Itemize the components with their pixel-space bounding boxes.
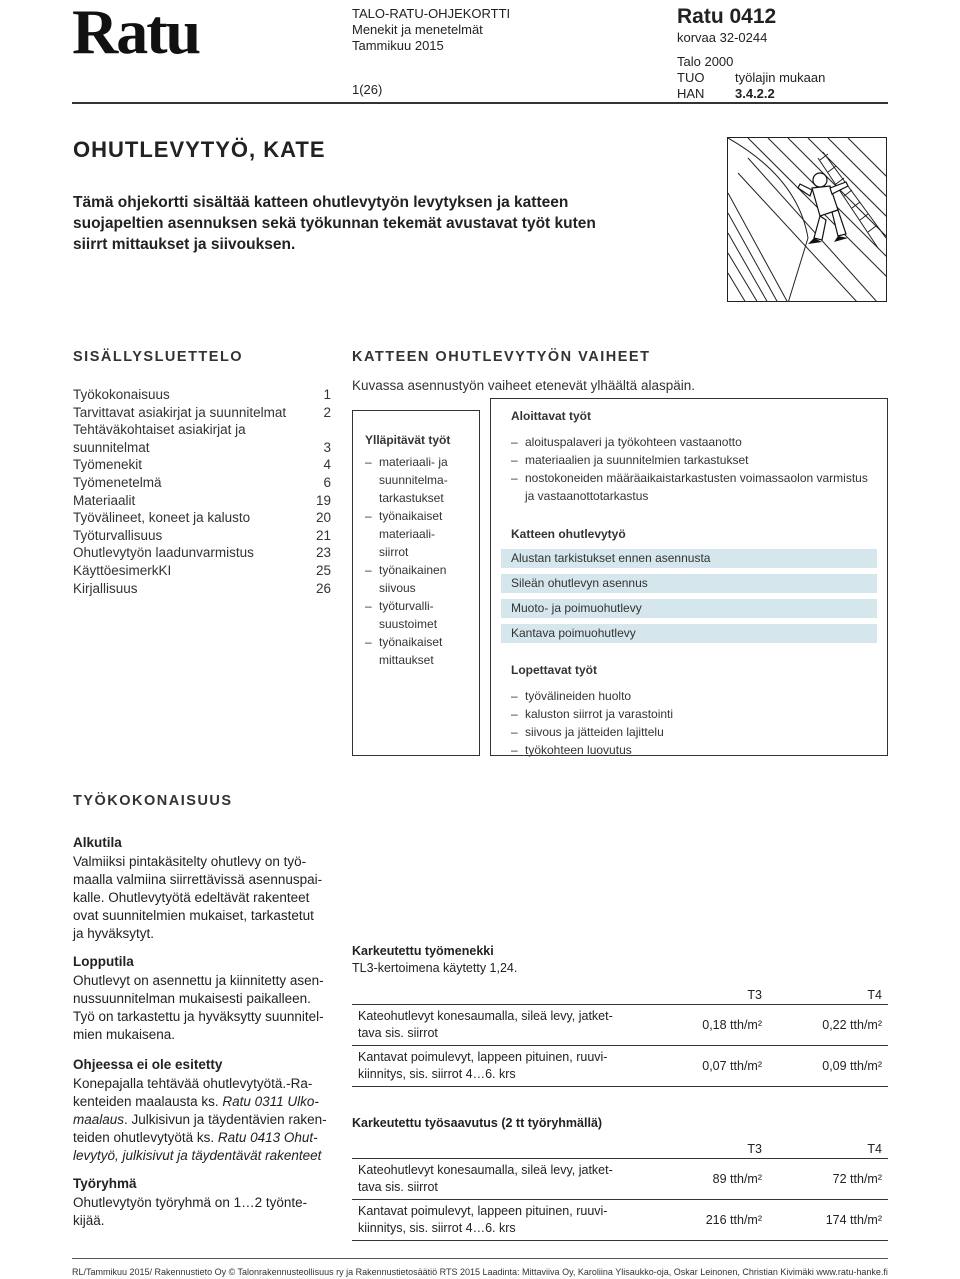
start-tasks-list [511,433,877,505]
list-item: – työnaikainen [365,563,447,577]
page-number: 1(26) [352,82,383,97]
tuo-label: TUO [677,70,705,85]
list-item: siirrot [379,545,409,559]
card-code: Ratu 0412 [677,5,777,28]
work-group-heading: Työryhmä [73,1176,137,1191]
han-value: 3.4.2.2 [735,86,775,101]
main-work-title: Katteen ohutlevytyö [511,527,626,541]
toc-item[interactable]: Materiaalit 19 [73,492,331,508]
list-item: – työnaikaiset [365,635,443,649]
card-subtitle: Menekit ja menetelmät [352,22,483,37]
final-state-section: Lopputila Ohutlevyt on asennettu ja kiinnitetty asen- nussuunnitelman mukaisesti paikalleen. Työ on tarkastettu ja hyväksytty suunnitel- mien mukaisena. [73,953,329,1044]
table-row: Kantavat poimulevyt, lappeen pituinen, ruuvi- kiinnitys, sis. siirrot 4…6. krs 216 tth/m² 174 tth/m² [352,1200,888,1241]
footer-divider [72,1258,888,1259]
not-included-heading: Ohjeessa ei ole esitetty [73,1057,223,1072]
header-code-block [677,4,825,102]
ongoing-tasks-title: Ylläpitävät työt [365,433,451,447]
initial-state-section: Alkutila Valmiiksi pintakäsitelty ohutlevy on työ- maalla valmiina siirrettävissä asennuspai- kalle. Ohutlevytyötä edeltävät rakenteet ovat suunnitelmien mukaiset, tarkastetut ja hyväksytyt. [73,834,329,943]
list-item: – työturvalli- [365,599,434,613]
consumption-table-title: Karkeutettu työmenekki TL3-kertoimena käytetty 1,24. [352,944,518,975]
stages-subtitle: Kuvassa asennustyön vaiheet etenevät ylhäältä alaspäin. [352,378,695,393]
stage-step: Alustan tarkistukset ennen asennusta [501,549,877,568]
stage-step: Muoto- ja poimuohutlevy [501,599,877,618]
start-tasks-title: Aloittavat työt [511,409,592,423]
card-date: Tammikuu 2015 [352,38,444,53]
roofer-illustration [727,137,887,302]
ongoing-tasks-box [352,410,480,756]
stage-step: Kantava poimuohutlevy [501,624,877,643]
work-heading: TYÖKOKONAISUUS [73,793,233,809]
toc-item[interactable]: KäyttöesimerkKI 25 [73,562,331,578]
consumption-table [352,985,888,1087]
han-label: HAN [677,86,705,101]
list-item: – aloituspalaveri ja työkohteen vastaanotto [511,435,742,449]
stages-heading: KATTEEN OHUTLEVYTYÖN VAIHEET [352,349,651,365]
list-item: – työnaikaiset [365,509,443,523]
list-item: suustoimet [379,617,438,631]
toc-item[interactable]: Työturvallisuus 21 [73,527,331,543]
list-item: siivous [379,581,416,595]
intro-text: Tämä ohjekortti sisältää katteen ohutlevytyön levytyksen ja katteen suojapeltien asennuksen sekä työkunnan tekemät avustavat työt kuten siirrt mittaukset ja siivouksen. [73,194,596,253]
card-type: TALO-RATU-OHJEKORTTI [352,6,511,21]
table-row: Kateohutlevyt konesaumalla, sileä levy, jatket- tava sis. siirrot 89 tth/m² 72 tth/m² [352,1159,888,1200]
ratu-logo: Ratu [72,0,200,67]
table-header: T3 T4 [352,1139,888,1159]
output-table [352,1139,888,1241]
list-item: – materiaali- ja [365,455,448,469]
toc-item[interactable]: Työkokonaisuus 1 [73,387,331,402]
list-item: mittaukset [379,653,434,667]
list-item: – materiaalien ja suunnitelmien tarkastukset [511,453,749,467]
final-state-heading: Lopputila [73,954,134,969]
list-item: – työvälineiden huolto [511,689,632,703]
not-included-section: Ohjeessa ei ole esitetty Konepajalla tehtävää ohutlevytyötä.-Ra- kenteiden maalausta ks. Ratu 0311 Ulko- maalaus. Julkisivun ja täydentävien raken- teiden ohutlevytyötä ks. Ratu 0413 Ohut- levytyö, julkisivut ja täydentävät rakenteet [73,1056,329,1165]
end-tasks-title: Lopettavat työt [511,663,598,677]
list-item: – kaluston siirrot ja varastointi [511,707,674,721]
stages-box [490,398,888,756]
classification-grid [677,70,825,102]
list-item: – työkohteen luovutus [511,743,632,757]
main-work-steps [501,549,877,643]
toc-item[interactable]: Kirjallisuus 26 [73,580,331,596]
toc-item[interactable]: Työvälineet, koneet ja kalusto 20 [73,510,331,526]
roof-worker-drawing [728,138,887,302]
class-system: Talo 2000 [677,54,734,69]
replaces-code: korvaa 32-0244 [677,30,768,45]
toc-heading: SISÄLLYSLUETTELO [73,349,244,365]
list-item: ja vastaanottotarkastus [525,489,649,503]
output-table-title: Karkeutettu työsaavutus (2 tt työryhmällä) [352,1116,603,1130]
header-meta [352,6,510,54]
list-item: materiaali- [379,527,436,541]
table-header: T3 T4 [352,985,888,1005]
tuo-value: työlajin mukaan [735,70,826,85]
toc-item[interactable]: Ohutlevytyön laadunvarmistus 23 [73,545,331,561]
footer-text: RL/Tammikuu 2015/ Rakennustieto Oy © Talonrakennusteollisuus ry ja Rakennustietosäätiö RTS 2015 Laadinta: Mittaviiva Oy, Karoliina Ylisaukko-oja, Oskar Leinonen, Christian Kivimäki www.ratu-hanke.fi [72,1267,888,1277]
list-item: tarkastukset [379,491,444,505]
table-row: Kantavat poimulevyt, lappeen pituinen, ruuvi- kiinnitys, sis. siirrot 4…6. krs 0,07 tth/m² 0,09 tth/m² [352,1046,888,1087]
page-title: OHUTLEVYTYÖ, KATE [73,137,326,162]
table-row: Kateohutlevyt konesaumalla, sileä levy, jatket- tava sis. siirrot 0,18 tth/m² 0,22 tth/m² [352,1005,888,1046]
toc-item[interactable]: suunnitelmat 3 [73,439,331,455]
table-of-contents [73,386,331,597]
toc-item[interactable]: Tarvittavat asiakirjat ja suunnitelmat 2 [73,404,331,420]
end-tasks-list [511,687,877,759]
toc-item[interactable]: Tehtäväkohtaiset asiakirjat ja [73,422,246,438]
header-divider [72,102,888,104]
list-item: – nostokoneiden määräaikaistarkastusten voimassaolon varmistus [511,471,868,485]
list-item: suunnitelma- [379,473,448,487]
initial-state-heading: Alkutila [73,835,122,850]
work-group-section: Työryhmä Ohutlevytyön työryhmä on 1…2 työnte- kijää. [73,1175,329,1230]
list-item: – siivous ja jätteiden lajittelu [511,725,664,739]
stage-step: Sileän ohutlevyn asennus [501,574,877,593]
toc-item[interactable]: Työmenekit 4 [73,457,331,473]
toc-item[interactable]: Työmenetelmä 6 [73,474,331,490]
